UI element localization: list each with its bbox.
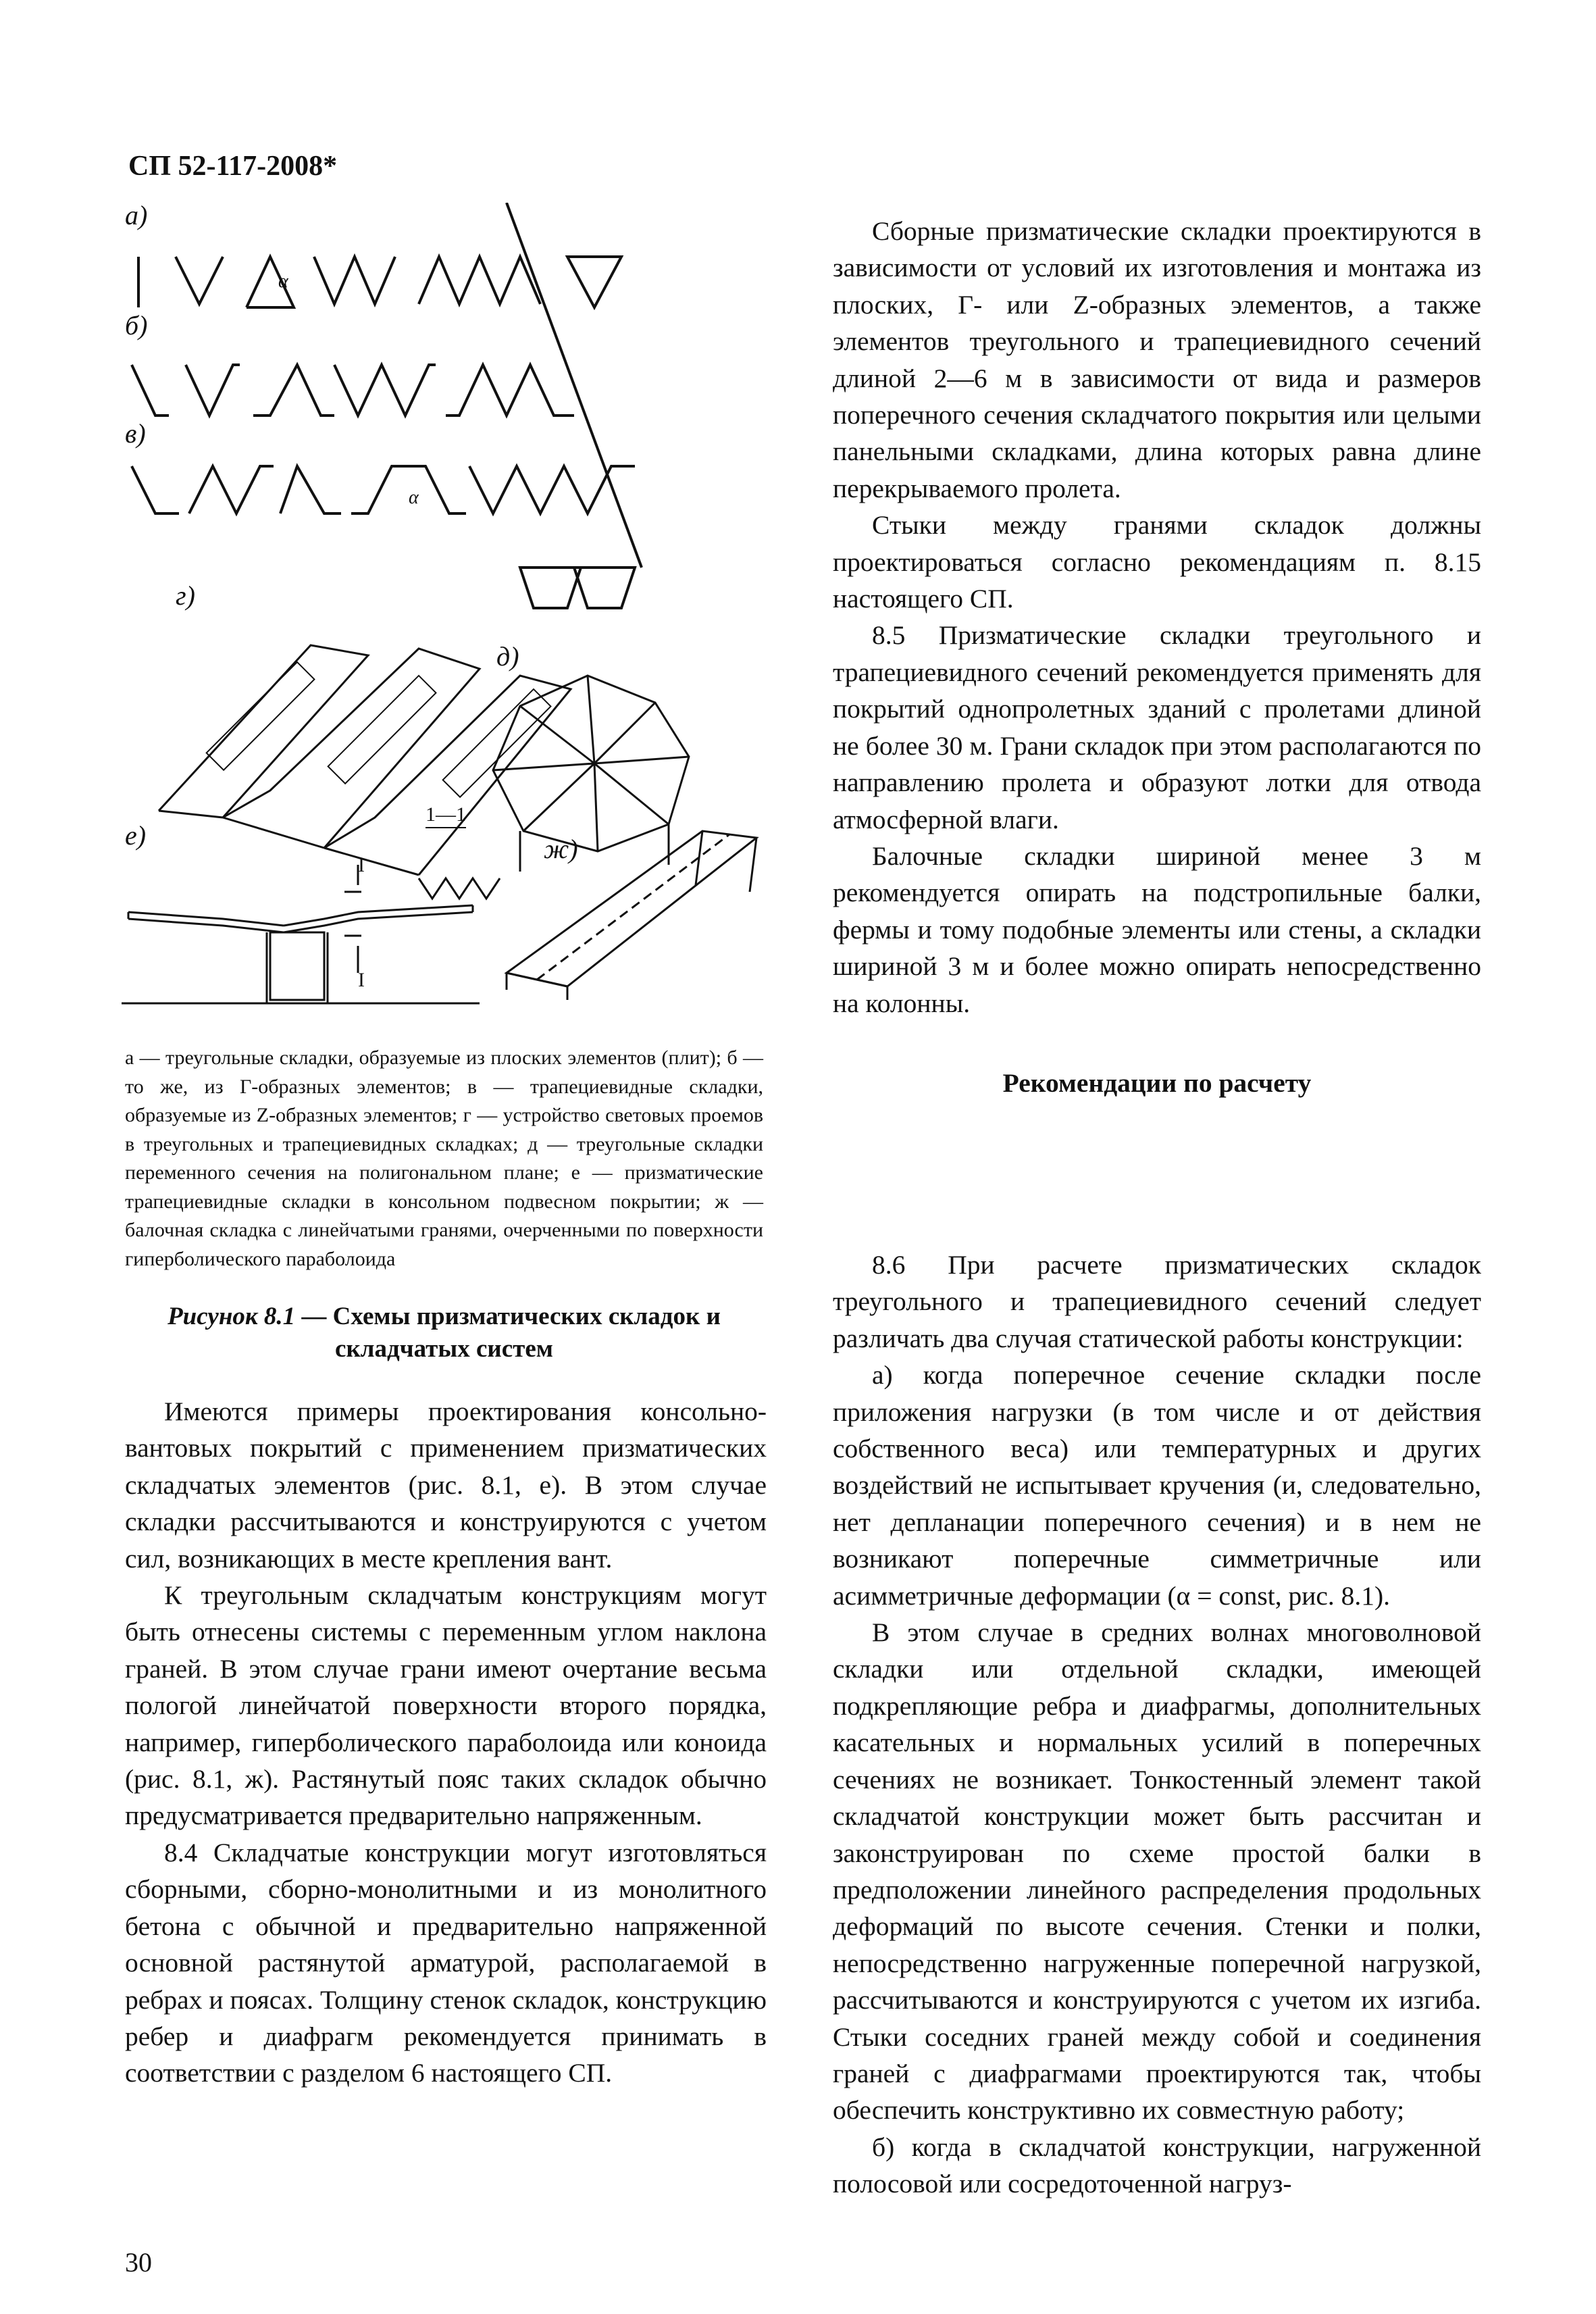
page-number: 30	[125, 2247, 152, 2278]
figure-number: Рисунок 8.1	[168, 1303, 296, 1330]
svg-text:α: α	[278, 271, 288, 292]
row-b-g-shaped-folds	[132, 365, 574, 416]
svg-text:α: α	[409, 487, 419, 508]
row-v-trapezoidal-folds	[132, 203, 642, 608]
paragraph: а) когда поперечное сечение складки после приложения нагрузки (в том числе и от действия собственного веса) или температурных и других воздействий не испытывает кручения (и, следовательно, нет депланации поперечного сечения) и в нем не возникают поперечные симметричные или асимметричные деформации (α = const, рис. 8.1).	[833, 1360, 1481, 1611]
paragraph: Имеются примеры проектирования консольно-вантовых покрытий с применением призматических складчатых элементов (рис. 8.1, е). В этом случае складки рассчитываются и конструируются с учетом сил, возникающих в месте крепления вант.	[125, 1397, 767, 1574]
row-g-skylight-folds	[159, 645, 571, 875]
paragraph: К треугольным складчатым конструкциям могут быть отнесены системы с переменным углом наклона граней. В этом случае грани имеют очертание весьма пологой линейчатой поверхности второго порядка, например, гиперболического параболоида или коноида (рис. 8.1, ж). Растянутый пояс таких складок обычно предусматривается предварительно напряженным.	[125, 1580, 767, 1831]
figure-title-text: — Схемы призматических складок и складчатых систем	[295, 1303, 721, 1363]
label-g: г)	[176, 580, 195, 611]
paragraph: б) когда в складчатой конструкции, нагруженной полосовой или сосредоточенной нагруз-	[833, 2132, 1481, 2199]
document-code-header: СП 52-117-2008*	[128, 151, 338, 182]
paragraph: Сборные призматические складки проектируются в зависимости от условий их изготовления и монтажа из плоских, Г- или Z-образных элементов, а также элементов треугольного и трапециевидного сечений длиной 2—6 м в зависимости от вида и размеров поперечного сечения складчатого покрытия или целыми панельными складками, длина которых равна длине перекрываемого пролета.	[833, 216, 1481, 503]
fold-schemes-drawing	[101, 203, 783, 1040]
svg-text:I: I	[358, 854, 365, 876]
paragraph: В этом случае в средних волнах многоволновой складки или отдельной складки, имеющей подкрепляющие ребра и диафрагмы, дополнительных касательных и нормальных усилий в поперечных сечениях не возникает. Тонкостенный элемент такой складчатой конструкции может быть рассчитан и законструирован по схеме простой балки в предположении линейного распределения продольных деформаций по высоте сечения. Стенки и полки, непосредственно нагруженные поперечной нагрузкой, рассчитываются и конструируются с учетом их изгиба. Стыки соседних граней между собой и соединения граней с диафрагмами проектируются так, чтобы обеспечить конструктивно их совместную работу;	[833, 1617, 1481, 2126]
figure-title	[125, 1301, 763, 1365]
label-d: д)	[496, 641, 519, 672]
paragraph: 8.6 При расчете призматических складок треугольного и трапециевидного сечений следует различать два случая статической работы конструкции:	[833, 1250, 1481, 1353]
row-a-triangular-folds	[138, 257, 621, 307]
section-subheading: Рекомендации по расчету	[1002, 1068, 1312, 1098]
paragraph: 8.5 Призматические складки треугольного и трапециевидного сечений рекомендуется применять для покрытий однопролетных зданий с пролетами длиной не более 30 м. Грани складок при этом располагаются по направлению пролета и образуют лотки для отвода атмосферной влаги.	[833, 620, 1481, 834]
figure-caption	[125, 1044, 763, 1274]
label-a: а)	[125, 203, 148, 230]
paragraph: Стыки между гранями складок должны проектироваться согласно рекомендациям п. 8.15 настоящего СП.	[833, 510, 1481, 614]
right-column-bottom-text	[833, 1247, 1481, 2203]
caption-text: а — треугольные складки, образуемые из плоских элементов (плит); б — то же, из Г-образных элементов; в — трапециевидные складки, образуемые из Z-образных элементов; г — устройство световых проемов в треугольных и трапециевидных складках; д — треугольные складки переменного сечения на полигональном плане; е — призматические трапециевидные складки в консольном подвесном покрытии; ж — балочная складка с линейчатыми гранями, очерченными по поверхности гиперболического параболоида	[125, 1047, 763, 1270]
section-label: 1—1	[426, 803, 466, 826]
label-zh: ж)	[544, 834, 578, 864]
label-e: е)	[125, 820, 147, 851]
label-v: в)	[125, 418, 146, 449]
right-column-top-text	[833, 213, 1481, 1022]
paragraph: 8.4 Складчатые конструкции могут изготовляться сборными, сборно-монолитными и из монолитного бетона с обычной и предварительно напряженной основной растянутой арматурой, располагаемой в ребрах и поясах. Толщину стенок складок, конструкцию ребер и диафрагм рекомендуется принимать в соответствии с разделом 6 настоящего СП.	[125, 1837, 767, 2088]
left-column-text	[125, 1393, 767, 2092]
paragraph: Балочные складки шириной менее 3 м рекомендуется опирать на подстропильные балки, фермы и тому подобные элементы или стены, а складки шириной 3 м и более можно опирать непосредственно на колонны.	[833, 840, 1481, 1018]
label-b: б)	[125, 310, 148, 341]
row-d-polygonal-folds	[493, 676, 689, 872]
svg-text:I: I	[358, 969, 365, 991]
row-e-cantilever-roof	[122, 865, 500, 1003]
figure-8-1	[101, 203, 783, 1040]
